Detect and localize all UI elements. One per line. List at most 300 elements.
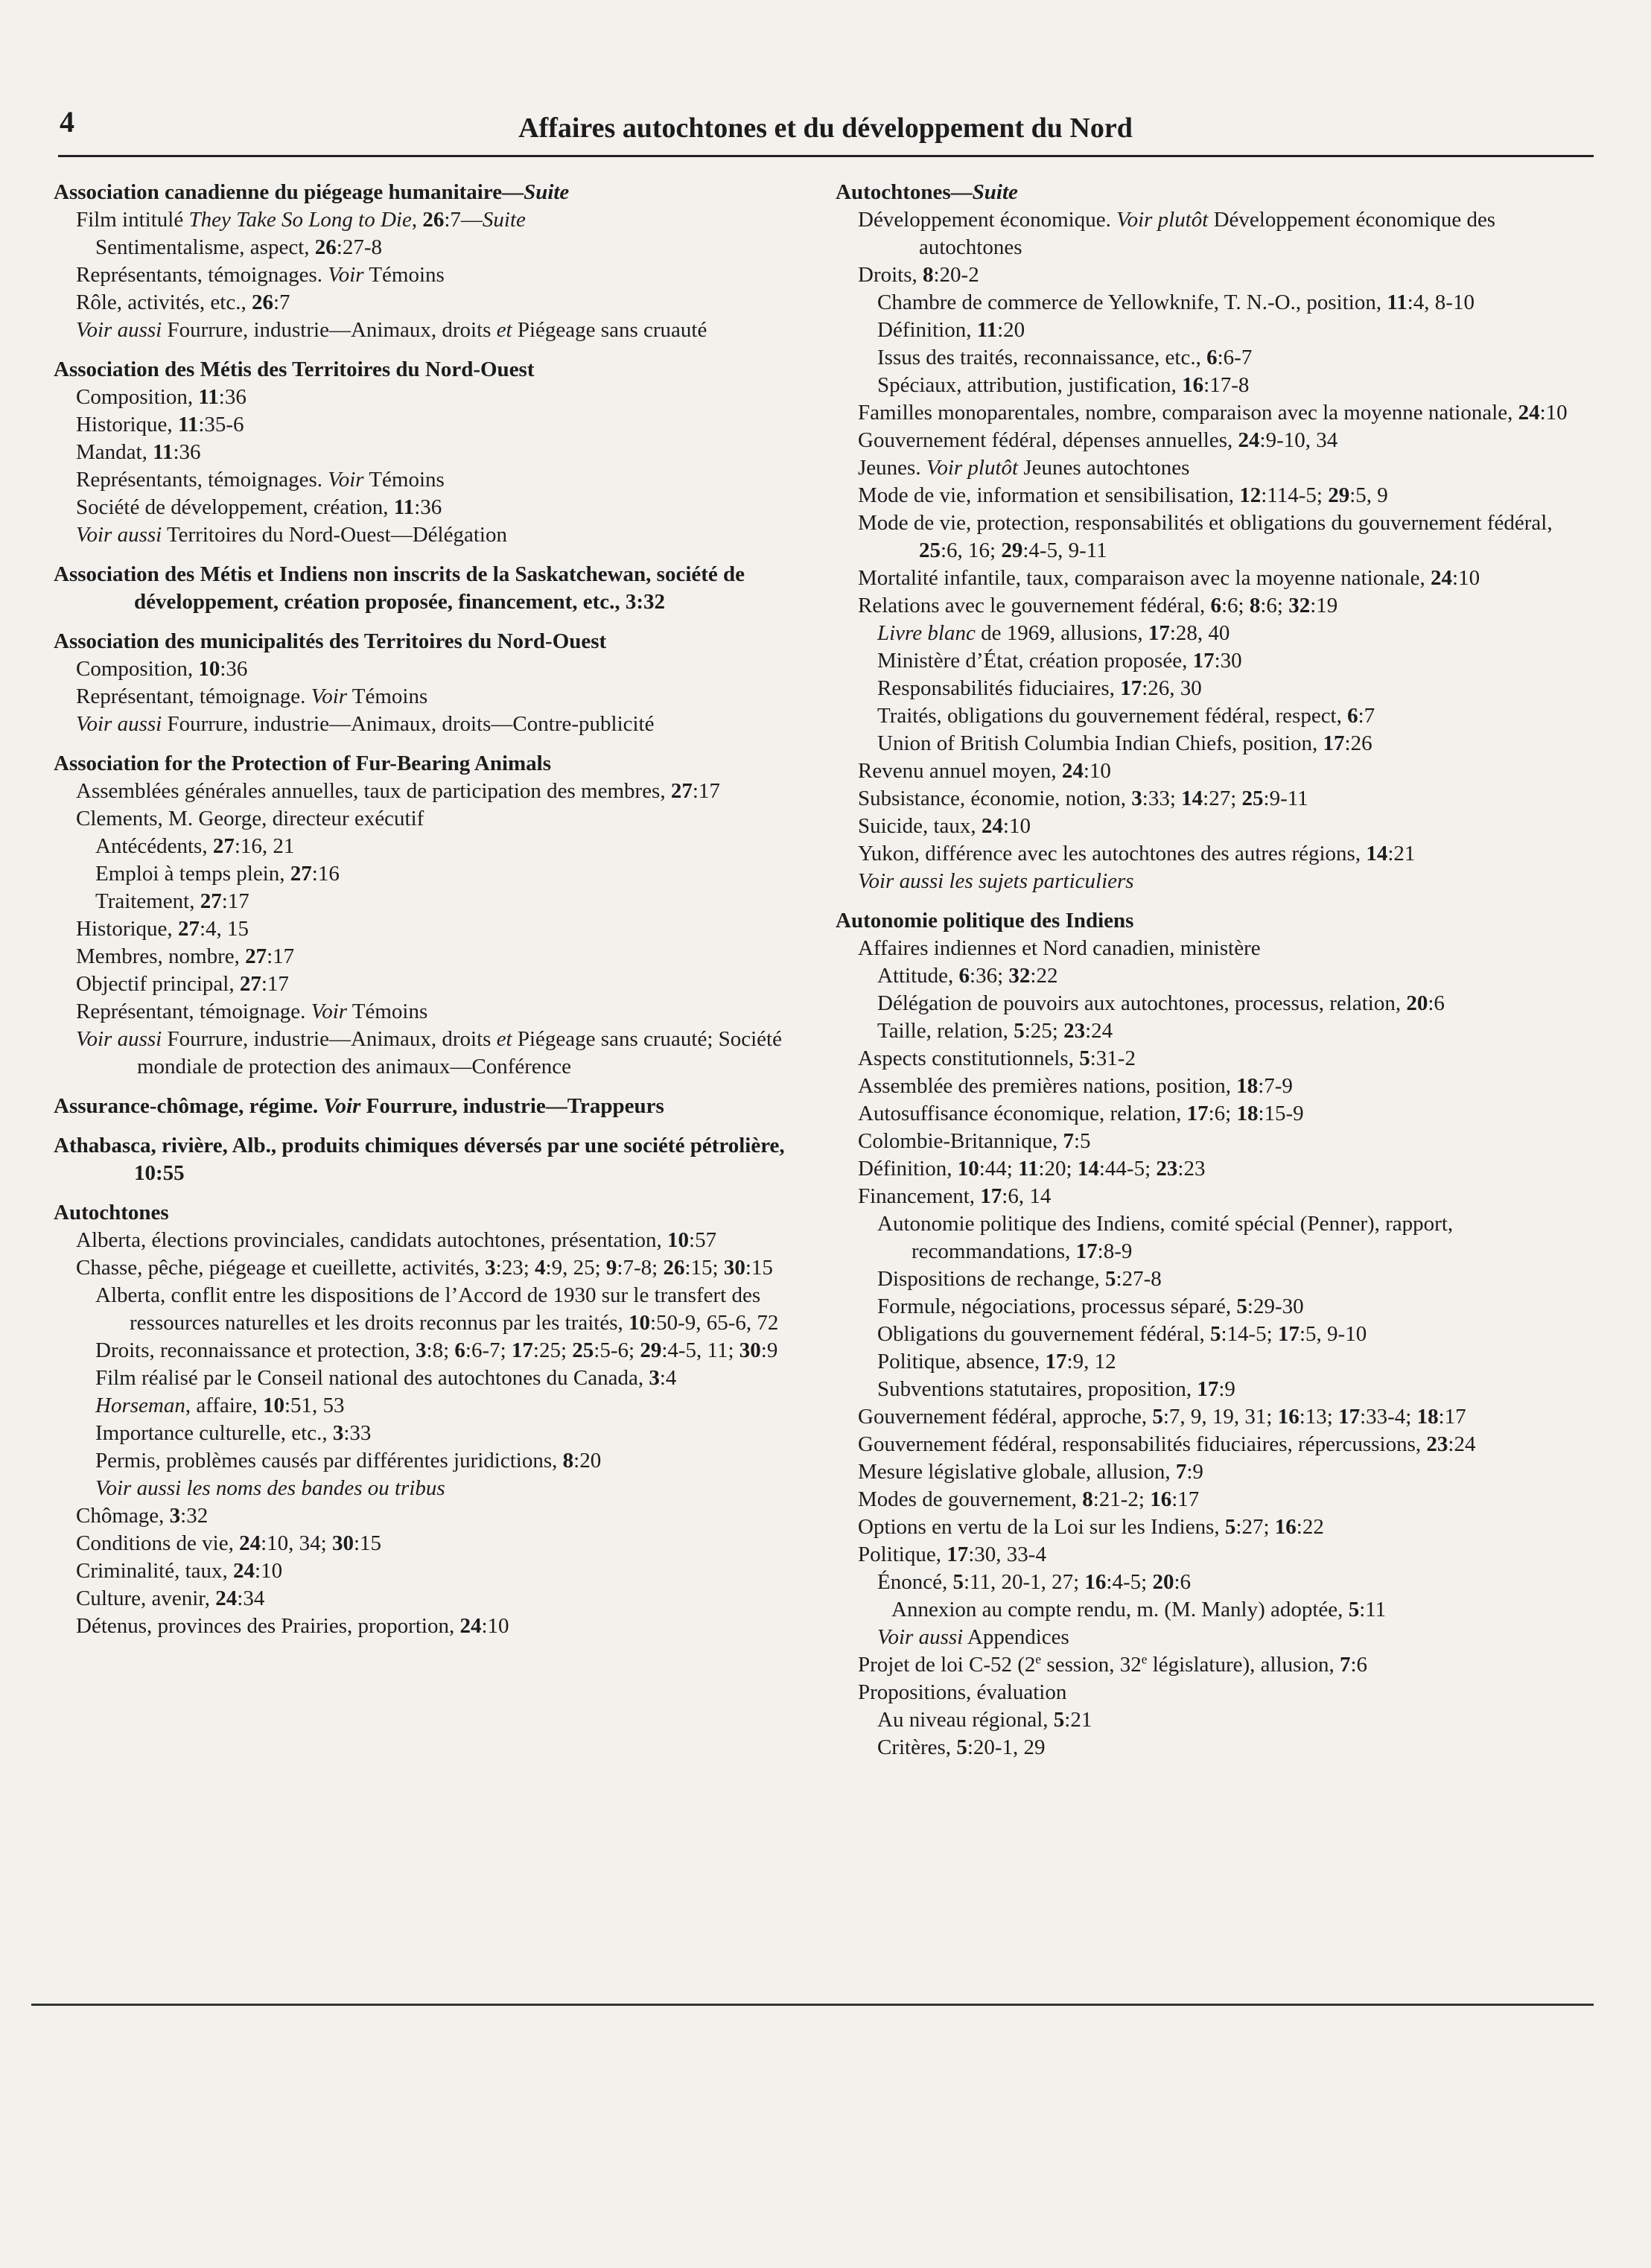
index-text: 11 [198,385,219,409]
index-text: 26 [663,1256,685,1280]
index-text: Options en vertu de la Loi sur les Indiens, [858,1515,1225,1539]
index-text: 24 [459,1614,482,1638]
index-text: 26 [314,235,337,259]
index-text: 14 [1077,1157,1099,1181]
index-text: :25; [1024,1019,1064,1043]
index-text: 5 [952,1570,964,1594]
index-subentry [836,454,1588,482]
index-text: :17-8 [1203,373,1250,397]
index-heading [54,1132,806,1187]
index-text: Membres, nombre, [76,944,246,968]
index-text: 23 [1063,1019,1086,1043]
index-entry [54,1093,806,1120]
index-text: Témoins [363,263,445,287]
index-subentry [836,757,1588,785]
index-subentry [836,427,1588,454]
index-heading [54,628,806,655]
index-text: Voir aussi [76,1027,162,1051]
index-text: Droits, [858,263,923,287]
index-text: 27 [290,862,312,886]
index-text: :4-5, 11; [661,1338,739,1362]
index-text: Traitement, [95,889,200,913]
index-subentry [54,943,806,971]
index-subentry [54,384,806,411]
index-subentry [54,805,806,833]
index-text: 30 [331,1531,354,1555]
index-text: :7— [444,208,483,232]
index-text: e [1141,1651,1148,1667]
index-text: :8; [426,1338,455,1362]
index-subentry [54,711,806,738]
index-text: 27 [239,972,261,996]
index-subentry [836,840,1588,868]
index-text: Issus des traités, reconnaissance, etc., [877,346,1207,369]
index-text: Voir aussi les noms des bandes ou tribus [95,1476,445,1500]
index-subentry [836,206,1588,261]
index-text: Au niveau régional, [877,1708,1054,1732]
index-text: :10 [1539,401,1568,425]
index-subentry [54,1420,806,1447]
index-subentry [836,935,1588,962]
index-entry [54,561,806,616]
index-text: Énoncé, [877,1570,953,1594]
index-text: Taille, relation, [877,1019,1014,1043]
index-subentry [54,1026,806,1081]
index-text: Suite [524,180,570,204]
index-text: :20 [997,318,1025,342]
index-text: 7 [1063,1129,1074,1153]
index-text: :33; [1142,787,1182,810]
index-text: 29 [1328,483,1350,507]
index-text: :9, 25; [545,1256,606,1280]
index-text: 6 [1347,704,1358,728]
index-subentry [54,1530,806,1557]
index-text: Alberta, conflit entre les dispositions de l’Accord de 1930 sur le transfert des ressources naturelles et les droits reconnus par les traités, [95,1283,761,1335]
index-text: :4, 8-10 [1407,290,1475,314]
index-subentry [54,683,806,711]
index-subentry [836,785,1588,813]
index-subentry [836,1734,1588,1762]
index-text: :11, 20-1, 27; [963,1570,1085,1594]
index-text: :6 [1428,991,1445,1015]
index-subentry [54,317,806,344]
index-text: 17 [1075,1239,1098,1263]
index-text: 10 [262,1394,284,1417]
index-text: 11 [1387,290,1407,314]
index-text: Attitude, [877,964,959,988]
index-text: :30, 33-4 [968,1543,1046,1566]
index-subentry [54,206,806,234]
index-text: 9 [605,1256,617,1280]
index-text: :6 [1174,1570,1192,1594]
index-text: 24 [981,814,1003,838]
index-text: 16 [1182,373,1204,397]
index-text: Définition, [877,318,977,342]
index-entry [54,1132,806,1187]
index-text: 24 [233,1559,255,1583]
index-subentry [54,1282,806,1337]
index-text: Association des Métis des Territoires du Nord-Ouest [54,358,535,381]
index-text: :11 [1359,1598,1387,1621]
index-text: 17 [980,1184,1002,1208]
index-text: Voir aussi [76,523,162,547]
index-text: Antécédents, [95,834,213,858]
index-text: 7 [1339,1653,1351,1677]
index-text: :20-1, 29 [967,1735,1046,1759]
index-text: Annexion au compte rendu, m. (M. Manly) adoptée, [891,1598,1349,1621]
index-text: :7-8; [617,1256,664,1280]
index-text: Représentant, témoignage. [76,684,311,708]
index-text: :44; [979,1157,1019,1181]
index-subentry [836,261,1588,289]
index-text: 24 [1518,401,1540,425]
index-text: 7 [1175,1460,1187,1484]
index-text: Autochtones— [836,180,973,204]
index-text: Sentimentalisme, aspect, [95,235,315,259]
index-subentry [836,1017,1588,1045]
index-text: :8-9 [1097,1239,1133,1263]
index-text: e [1035,1651,1042,1667]
index-subentry [836,1293,1588,1321]
index-text: 24 [215,1586,238,1610]
index-text: :15 [353,1531,382,1555]
index-text: :6-7 [1217,346,1253,369]
index-text: :4 [659,1366,677,1390]
index-text: :51, 53 [284,1394,345,1417]
index-text: 24 [1238,428,1260,452]
index-text: Autonomie politique des Indiens [836,909,1134,933]
index-subentry [54,971,806,998]
index-subentry [836,592,1588,620]
index-text: Représentants, témoignages. [76,468,328,492]
index-subentry [836,1321,1588,1348]
index-text: Voir [311,684,348,708]
index-text: 3 [332,1421,344,1445]
index-subentry [54,1227,806,1254]
index-text: :21-2; [1092,1487,1151,1511]
index-text: :4-5; [1106,1570,1153,1594]
index-text: :30 [1214,649,1242,673]
index-text: 11 [177,413,199,436]
index-text: Définition, [858,1157,958,1181]
index-text: 10 [667,1228,690,1252]
index-text: 6 [1206,346,1218,369]
index-text: 23 [1426,1432,1448,1456]
index-subentry [836,1458,1588,1486]
index-text: :5, 9 [1349,483,1388,507]
index-heading [54,561,806,616]
index-text: Association canadienne du piégeage humanitaire— [54,180,524,204]
index-subentry [54,1502,806,1530]
index-text: :23; [495,1256,535,1280]
index-text: Mesure législative globale, allusion, [858,1460,1176,1484]
index-text: 5 [1053,1708,1065,1732]
index-text: 17 [1045,1350,1067,1373]
index-subentry [836,1128,1588,1155]
index-text: :10, 34; [261,1531,332,1555]
index-text: :14-5; [1221,1322,1278,1346]
index-text: :36; [970,964,1009,988]
index-text: :5-6; [594,1338,640,1362]
index-text: Formule, négociations, processus séparé, [877,1295,1237,1318]
index-text: Représentants, témoignages. [76,263,328,287]
index-text: Permis, problèmes causés par différentes juridictions, [95,1449,563,1473]
index-text: Alberta, élections provinciales, candidats autochtones, présentation, [76,1228,668,1252]
index-text: Athabasca, rivière, Alb., [54,1134,277,1157]
index-text: :26 [1344,731,1372,755]
running-head: Affaires autochtones et du développement du Nord [518,112,1133,144]
index-text: :9 [1218,1377,1235,1401]
index-text: Culture, avenir, [76,1586,216,1610]
index-text: :16 [311,862,340,886]
index-text: 4 [535,1256,546,1280]
index-text: Jeunes. [858,456,926,480]
index-text: :6, 16; [941,539,1002,562]
index-text: Importance culturelle, etc., [95,1421,333,1445]
index-text: Chômage, [76,1504,170,1528]
index-text: Film réalisé par le Conseil national des autochtones du Canada, [95,1366,649,1390]
index-text: 11 [393,495,415,519]
index-heading [54,1199,806,1227]
index-text: :33 [343,1421,372,1445]
index-text: Voir [328,468,364,492]
index-text: :10 [1002,814,1031,838]
index-text: Voir aussi [76,318,162,342]
index-text: :26, 30 [1142,676,1202,700]
index-text: 5 [1209,1322,1221,1346]
index-subentry [836,647,1588,675]
index-text: :10 [255,1559,283,1583]
index-text: Association des municipalités des Territoires du Nord-Ouest [54,629,607,653]
index-text: 8 [1082,1487,1093,1511]
index-text: :57 [689,1228,717,1252]
index-heading [54,1093,806,1120]
index-text: :6 [1350,1653,1368,1677]
index-text: 27 [200,889,222,913]
index-text: 24 [1431,566,1453,590]
index-text: :36 [414,495,442,519]
index-text: 8 [923,263,934,287]
index-text: Critères, [877,1735,957,1759]
index-text: Société de développement, création, [76,495,394,519]
index-subentry [836,730,1588,757]
index-subentry [54,289,806,317]
index-text: :10 [1452,566,1480,590]
index-subentry [54,778,806,805]
index-text: 32 [1288,594,1311,617]
index-text: :16, 21 [234,834,295,858]
index-text: 20 [1406,991,1428,1015]
index-text: 3 [169,1504,181,1528]
index-subentry [836,702,1588,730]
index-text: :27; [1203,787,1242,810]
index-text: , [411,208,423,232]
index-text: 27 [670,779,693,803]
index-subentry [54,521,806,549]
index-text: 10 [629,1311,651,1335]
index-text: 3 [485,1256,496,1280]
index-text: 11 [1018,1157,1039,1181]
index-subentry [54,1254,806,1282]
index-text: 10 [134,1161,156,1185]
index-text: 18 [1416,1405,1439,1429]
index-subentry [836,1376,1588,1403]
index-text: :4-5, 9-11 [1022,539,1107,562]
index-text: :9-10, 34 [1259,428,1338,452]
index-text: 27 [212,834,235,858]
index-text: Témoins [363,468,445,492]
index-text: Représentant, témoignage. [76,1000,311,1023]
index-text: Piégeage sans cruauté [512,318,707,342]
index-subentry [836,509,1588,565]
index-text: 14 [1181,787,1203,810]
index-text: :6-7; [465,1338,512,1362]
index-subentry [836,1348,1588,1376]
index-text: :27-8 [1116,1267,1162,1291]
index-text: Développement économique. [858,208,1117,232]
index-text: Historique, [76,413,178,436]
index-text: :17 [1171,1487,1200,1511]
index-text: Appendices [963,1625,1069,1649]
index-text: Voir aussi [877,1625,964,1649]
index-text: 10 [198,657,220,681]
index-text: 27 [245,944,267,968]
index-text: Assemblées générales annuelles, taux de participation des membres, [76,779,671,803]
index-text: 17 [1197,1377,1219,1401]
index-text: Objectif principal, [76,972,240,996]
index-text: 10 [957,1157,979,1181]
index-subentry [54,1447,806,1475]
index-text: Témoins [347,684,428,708]
index-text: They Take So Long to Die [188,208,412,232]
index-subentry [836,344,1588,372]
index-text: :20-2 [933,263,979,287]
index-text: Composition, [76,657,199,681]
index-text: :28, 40 [1169,621,1230,645]
index-text: Emploi à temps plein, [95,862,290,886]
index-text: Droits, reconnaissance et protection, [95,1338,416,1362]
index-text: 6 [958,964,970,988]
index-subentry [836,372,1588,399]
index-text: :15; [684,1256,724,1280]
index-subentry [836,289,1588,317]
index-text: 26 [422,208,445,232]
index-text: :7, 9, 19, 31; [1162,1405,1278,1429]
index-text: Conditions de vie, [76,1531,240,1555]
index-text: :17 [267,944,295,968]
index-text: :6; [1221,594,1250,617]
index-text: de 1969, allusions, [975,621,1148,645]
index-text: 32 [1008,964,1031,988]
index-subentry [54,655,806,683]
index-text: Aspects constitutionnels, [858,1046,1080,1070]
index-subentry [836,1403,1588,1431]
index-text: :33-4; [1360,1405,1417,1429]
index-text: société de développement, création proposée, financement, etc., 3:32 [134,562,745,614]
index-subentry [836,1045,1588,1073]
index-subentry [836,620,1588,647]
index-text: 5 [1152,1405,1163,1429]
index-text: Ministère d’État, création proposée, [877,649,1193,673]
index-text: 5 [1236,1295,1247,1318]
index-text: Revenu annuel moyen, [858,759,1062,783]
index-text: 11 [976,318,998,342]
index-text: :31-2 [1089,1046,1136,1070]
index-text: :22 [1296,1515,1324,1539]
index-text: 25 [572,1338,594,1362]
index-text: :23 [1177,1157,1206,1181]
footer-rule [31,2004,1594,2006]
index-text: Obligations du gouvernement fédéral, [877,1322,1210,1346]
header-rule [58,155,1594,157]
index-text: Voir [328,263,364,287]
index-text: :24 [1448,1432,1476,1456]
index-text: 17 [1323,731,1345,755]
index-text: Développement économique des autochtones [919,208,1496,259]
index-text: :7-9 [1258,1074,1293,1098]
index-text: :55 [156,1161,185,1185]
index-text: Subsistance, économie, notion, [858,787,1132,810]
index-text: :36 [218,385,246,409]
index-text: Affaires indiennes et Nord canadien, ministère [858,936,1261,960]
index-text: législature), allusion, [1147,1653,1340,1677]
index-text: 3 [416,1338,427,1362]
index-subentry [836,1431,1588,1458]
index-subentry [54,411,806,439]
index-text: 29 [640,1338,662,1362]
index-text: Livre blanc [877,621,976,645]
index-text: 17 [1277,1322,1300,1346]
index-text: Fourrure, industrie—Animaux, droits—Contre-publicité [162,712,655,736]
index-text: 17 [1148,621,1170,645]
index-text: Mode de vie, information et sensibilisation, [858,483,1240,507]
index-text: 20 [1152,1570,1174,1594]
index-text: :9 [1186,1460,1203,1484]
index-entry [836,907,1588,1762]
index-text: Chasse, pêche, piégeage et cueillette, activités, [76,1256,486,1280]
index-text: 5 [1105,1267,1116,1291]
index-text: 5 [1348,1598,1360,1621]
index-text: :10 [481,1614,509,1638]
index-subentry [836,1513,1588,1541]
index-text: 24 [239,1531,261,1555]
index-text: Spéciaux, attribution, justification, [877,373,1183,397]
index-text: :21 [1064,1708,1092,1732]
index-text: :15-9 [1258,1102,1304,1125]
index-text: 23 [1156,1157,1178,1181]
index-text: Horseman [95,1394,185,1417]
index-subentry [836,1210,1588,1265]
index-subentry [836,317,1588,344]
index-subentry [836,565,1588,592]
index-text: 18 [1236,1074,1259,1098]
index-text: :24 [1085,1019,1113,1043]
index-text: 17 [947,1543,969,1566]
index-subentry [836,1155,1588,1183]
index-text: 17 [1192,649,1215,673]
index-text: Yukon, différence avec les autochtones des autres régions, [858,842,1367,865]
index-text: Familles monoparentales, nombre, comparaison avec la moyenne nationale, [858,401,1518,425]
index-subentry [836,1596,1588,1624]
index-subentry [836,962,1588,990]
index-text: Mortalité infantile, taux, comparaison avec la moyenne nationale, [858,566,1431,590]
index-text: 17 [1186,1102,1209,1125]
index-text: 5 [956,1735,967,1759]
index-text: :20 [573,1449,602,1473]
index-text: :9, 12 [1066,1350,1116,1373]
index-text: Voir plutôt [1116,208,1209,232]
index-text: Association for the Protection of Fur-Bearing Animals [54,752,552,775]
